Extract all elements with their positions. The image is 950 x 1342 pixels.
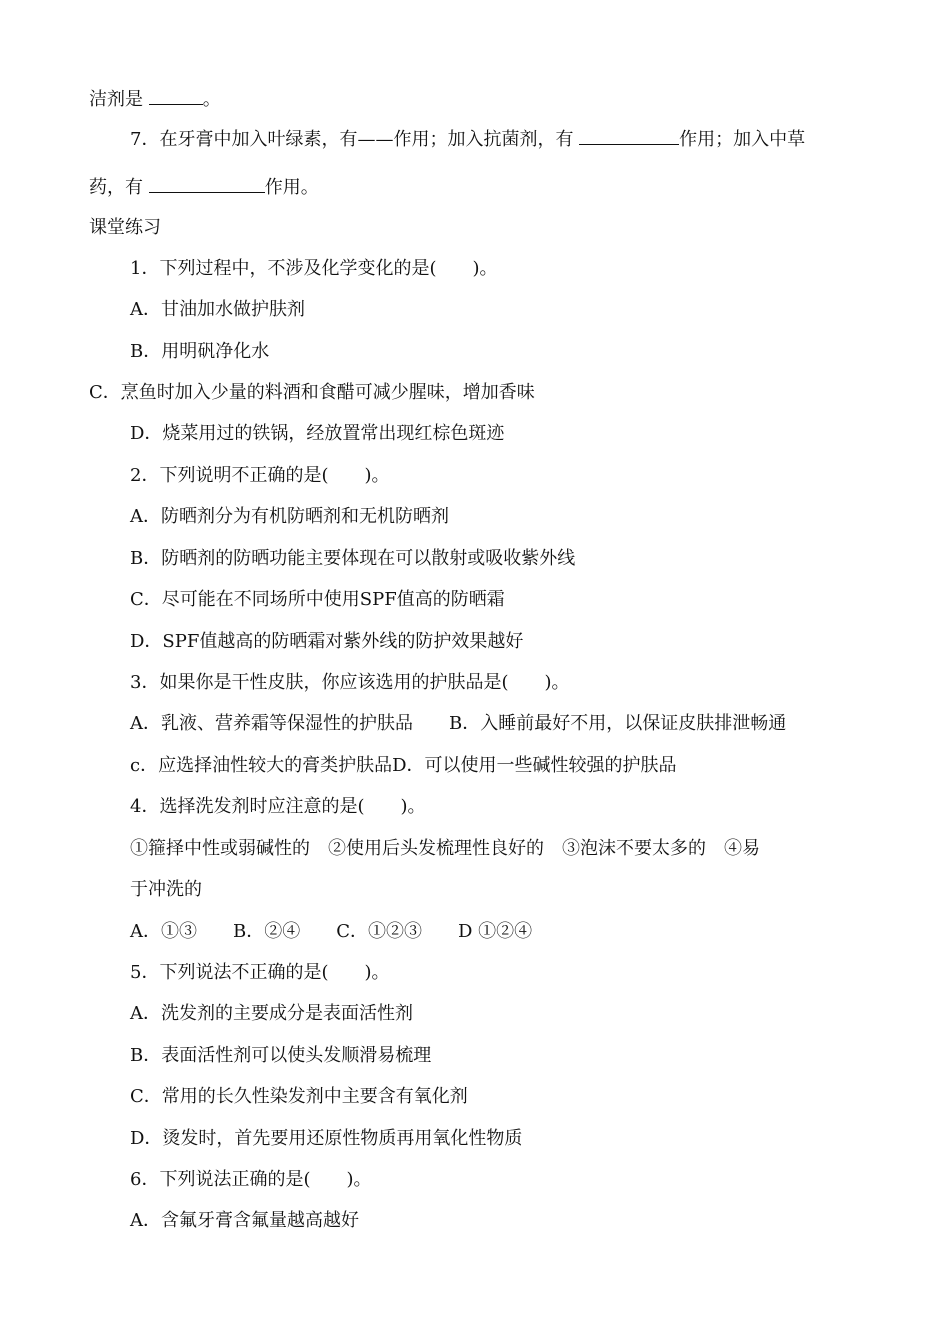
question-5: 5．下列说法不正确的是( )。 (130, 962, 390, 983)
option: A．甘油加水做护肤剂 (130, 299, 305, 320)
option: A．①③ B．②④ C．①②③ D ①②④ (130, 921, 533, 942)
option: C．烹鱼时加入少量的料酒和食醋可减少腥味，增加香味 (89, 382, 535, 403)
option: D．烫发时，首先要用还原性物质再用氧化性物质 (130, 1128, 523, 1149)
option: D．SPF值越高的防晒霜对紫外线的防护效果越好 (130, 631, 524, 652)
option: c．应选择油性较大的膏类护肤品D．可以使用一些碱性较强的护肤品 (130, 755, 677, 776)
option: A．乳液、营养霜等保湿性的护肤品 B．入睡前最好不用，以保证皮肤排泄畅通 (130, 713, 787, 734)
statement: ①箍择中性或弱碱性的 ②使用后头发梳理性良好的 ③泡沫不要太多的 ④易 (130, 838, 760, 859)
option: C．尽可能在不同场所中使用SPF值高的防晒霜 (130, 589, 505, 610)
answer-blank (149, 86, 203, 105)
option: A．防晒剂分为有机防晒剂和无机防晒剂 (130, 506, 449, 527)
text-line: 洁剂是 。 (89, 86, 221, 112)
option: A．洗发剂的主要成分是表面活性剂 (130, 1003, 413, 1024)
question-7: 7．在牙膏中加入叶绿素，有——作用；加入抗菌剂，有 作用；加入中草 (130, 126, 805, 152)
option: B．用明矾净化水 (130, 341, 270, 362)
question-2: 2．下列说明不正确的是( )。 (130, 465, 390, 486)
option: B．表面活性剂可以使头发顺滑易梳理 (130, 1045, 432, 1066)
statement: 于冲洗的 (130, 879, 202, 900)
option: B．防晒剂的防晒功能主要体现在可以散射或吸收紫外线 (130, 548, 576, 569)
option: D．烧菜用过的铁锅，经放置常出现红棕色斑迹 (130, 423, 505, 444)
option: A．含氟牙膏含氟量越高越好 (130, 1210, 359, 1231)
text-line: 药，有 作用。 (89, 174, 319, 200)
question-4: 4．选择洗发剂时应注意的是( )。 (130, 796, 426, 817)
section-heading: 课堂练习 (89, 217, 161, 238)
answer-blank (149, 174, 265, 193)
question-1: 1．下列过程中，不涉及化学变化的是( )。 (130, 258, 498, 279)
answer-blank (579, 126, 679, 145)
option: C．常用的长久性染发剂中主要含有氧化剂 (130, 1086, 468, 1107)
question-6: 6．下列说法正确的是( )。 (130, 1169, 372, 1190)
question-3: 3．如果你是干性皮肤，你应该选用的护肤品是( )。 (130, 672, 570, 693)
